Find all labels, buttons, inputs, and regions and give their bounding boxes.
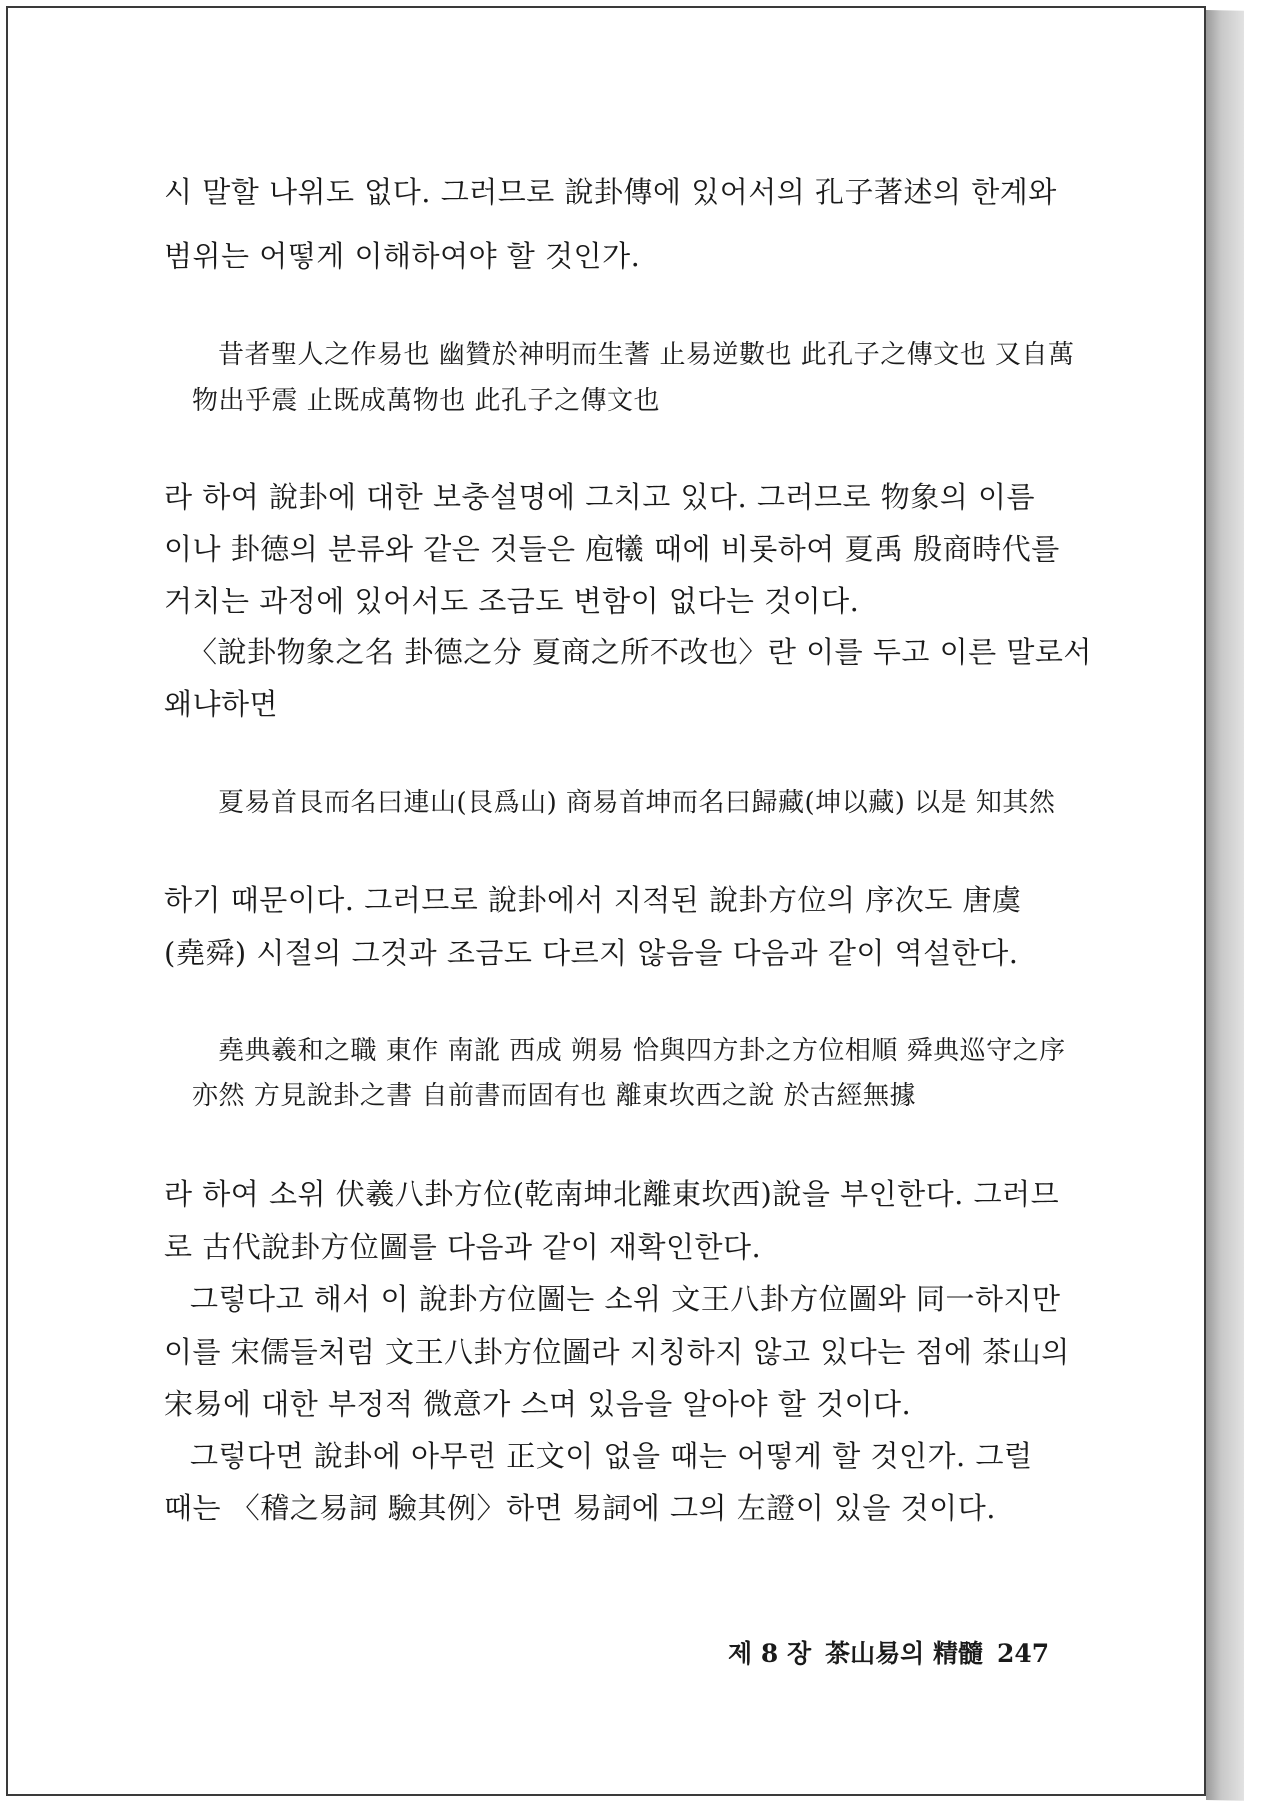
book-page [6, 6, 1206, 1796]
text-line: 그렇다면 說卦에 아무런 正文이 없을 때는 어떻게 할 것인가. 그럴 [190, 1439, 1033, 1473]
text-line: 라 하여 說卦에 대한 보충설명에 그치고 있다. 그러므로 物象의 이름 [164, 480, 1036, 514]
quote-line: 昔者聖人之作易也 幽贊於神明而生蓍 止易逆數也 此孔子之傳文也 又自萬 [218, 340, 1075, 370]
text-line: 〈說卦物象之名 卦德之分 夏商之所不改也〉란 이를 두고 이른 말로서 [188, 635, 1092, 669]
chapter-title: 茶山易의 精髓 [825, 1639, 983, 1668]
chapter-label: 제 8 장 [728, 1639, 812, 1668]
text-line: 그렇다고 해서 이 說卦方位圖는 소위 文王八卦方位圖와 同一하지만 [190, 1282, 1061, 1316]
page-footer [728, 1634, 1063, 1670]
text-line: 시 말할 나위도 없다. 그러므로 說卦傳에 있어서의 孔子著述의 한계와 [164, 175, 1057, 209]
quote-line: 夏易首艮而名曰連山(艮爲山) 商易首坤而名曰歸藏(坤以藏) 以是 知其然 [218, 788, 1056, 818]
text-line: 이를 宋儒들처럼 文王八卦方位圖라 지칭하지 않고 있다는 점에 茶山의 [164, 1335, 1070, 1369]
text-line: (堯舜) 시절의 그것과 조금도 다르지 않음을 다음과 같이 역설한다. [164, 936, 1019, 970]
text-line: 이나 卦德의 분류와 같은 것들은 庖犧 때에 비롯하여 夏禹 殷商時代를 [164, 532, 1060, 566]
text-line: 로 古代說卦方位圖를 다음과 같이 재확인한다. [164, 1230, 762, 1264]
text-line: 왜냐하면 [164, 687, 279, 721]
page-edge-shadow [1206, 10, 1244, 1801]
page-number: 247 [996, 1639, 1050, 1668]
text-line: 宋易에 대한 부정적 微意가 스며 있음을 알아야 할 것이다. [164, 1387, 912, 1421]
text-line: 때는 〈稽之易詞 驗其例〉하면 易詞에 그의 左證이 있을 것이다. [164, 1491, 996, 1525]
text-line: 하기 때문이다. 그러므로 說卦에서 지적된 說卦方位의 序次도 唐虞 [164, 883, 1022, 917]
text-line: 거치는 과정에 있어서도 조금도 변함이 없다는 것이다. [164, 584, 860, 618]
text-line: 라 하여 소위 伏羲八卦方位(乾南坤北離東坎西)說을 부인한다. 그러므 [164, 1177, 1060, 1211]
quote-line: 物出乎震 止既成萬物也 此孔子之傳文也 [192, 386, 661, 416]
quote-line: 堯典羲和之職 東作 南訛 西成 朔易 恰與四方卦之方位相順 舜典巡守之序 [218, 1036, 1066, 1066]
text-line: 범위는 어떻게 이해하여야 할 것인가. [164, 239, 641, 273]
quote-line: 亦然 方見說卦之書 自前書而固有也 離東坎西之說 於古經無據 [192, 1081, 917, 1111]
